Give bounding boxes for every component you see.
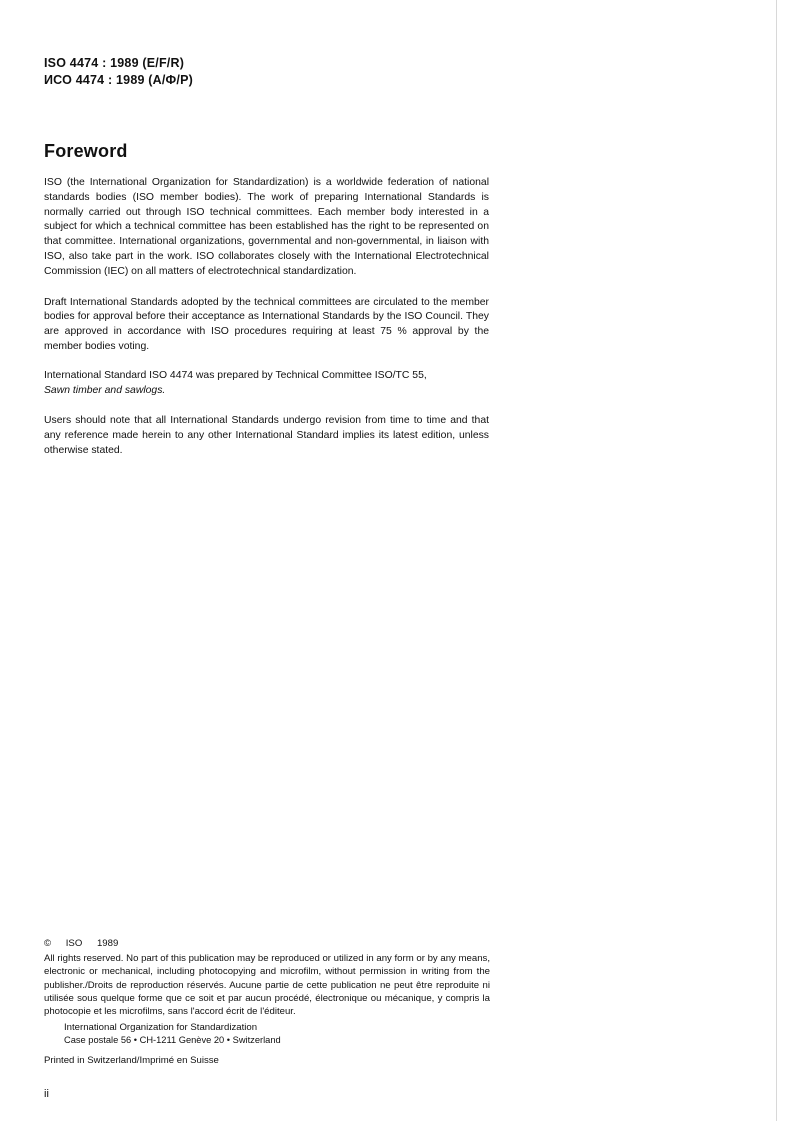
page-number: ii xyxy=(44,1088,49,1100)
paragraph-prepared-by xyxy=(44,369,489,399)
header-standard-number-cyrillic: ИСО 4474 : 1989 (А/Ф/Р) xyxy=(44,73,193,87)
header-standard-number: ISO 4474 : 1989 (E/F/R) xyxy=(44,56,185,70)
organization-address: Case postale 56 • CH-1211 Genève 20 • Switzerland xyxy=(64,1035,281,1046)
printed-in: Printed in Switzerland/Imprimé en Suisse xyxy=(44,1054,219,1066)
copyright-line xyxy=(44,937,490,950)
organization-name: International Organization for Standardization xyxy=(64,1022,258,1034)
page-edge-divider xyxy=(776,0,777,1121)
rights-statement: All rights reserved. No part of this publication may be reproduced or utilized in any form or by any means, electronic or mechanical, including photocopying and microfilm, without permission in writing from the publisher./Droits de reproduction réservés. Aucune partie de cette publication ne peut être reproduite ni utilisée sous quelque forme que ce soit et par aucun procédé, électronique ou mécanique, y compris la photocopie et les microfilms, sans l'accord écrit de l'éditeur. xyxy=(44,953,490,1018)
paragraph-draft-standards: Draft International Standards adopted by the technical committees are circulated to the member bodies for approval before their acceptance as International Standards by the ISO Council. They are approved in accordance with ISO procedures requiring at least 75 % approval by the member bodies voting. xyxy=(44,296,489,352)
copyright-org: ISO xyxy=(65,938,83,949)
paragraph-iso-intro: ISO (the International Organization for Standardization) is a worldwide federation of national standards bodies (ISO member bodies). The work of preparing International Standards is normally carried out through ISO technical committees. Each member body interested in a subject for which a technical committee has been established has the right to be represented on that committee. International organizations, governmental and non-governmental, in liaison with ISO, also take part in the work. ISO collaborates closely with the International Electrotechnical Commission (IEC) on all matters of electrotechnical standardization. xyxy=(44,177,489,277)
committee-title: Sawn timber and sawlogs. xyxy=(44,384,166,396)
copyright-year: 1989 xyxy=(96,938,119,949)
copyright-icon: © xyxy=(44,938,52,949)
document-header xyxy=(44,55,193,89)
copyright-block xyxy=(44,937,490,1067)
prepared-by-text: International Standard ISO 4474 was prepared by Technical Committee ISO/TC 55, xyxy=(44,369,427,381)
page-title: Foreword xyxy=(44,141,128,161)
foreword-body xyxy=(44,176,489,475)
paragraph-revision-note: Users should note that all International Standards undergo revision from time to time and that any reference made herein to any other International Standard implies its latest edition, unless otherwise stated. xyxy=(44,415,489,456)
